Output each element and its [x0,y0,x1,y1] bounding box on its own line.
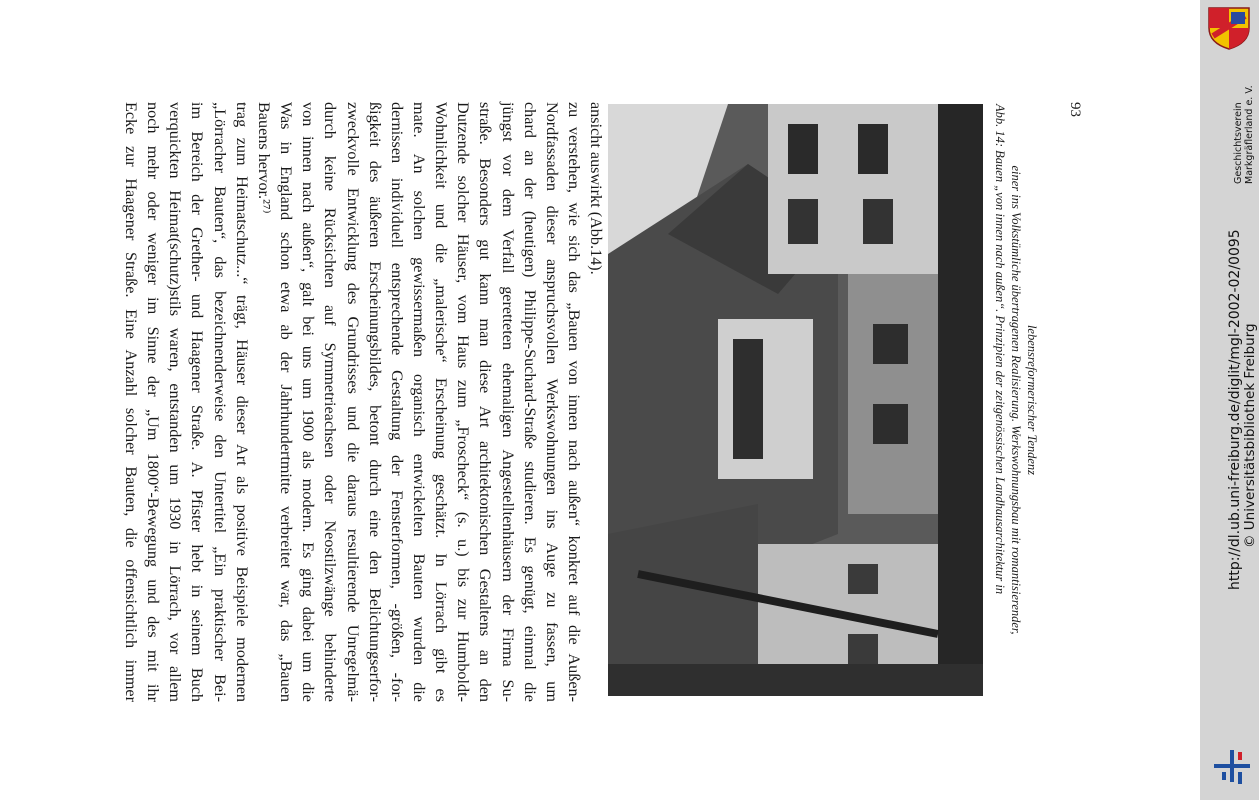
text-line: „Lörracher Bauten“, das bezeichnenderweise den Untertitel „Ein praktischer Bei- [210,102,229,702]
university-library-logo-icon [1212,746,1252,786]
coat-of-arms-icon [1207,6,1251,50]
document-url[interactable]: http://dl.ub.uni-freiburg.de/diglit/mgl-2002-02/0095 [1227,229,1243,590]
text-line: trag zum Heimatschutz...“ trägt, Häuser dieser Art als positive Beispiele modernen [232,102,251,702]
text-line: Was in England schon etwa ab der Jahrhundertmitte verbreitet war, das „Bauen [277,102,296,702]
text-line: dernissen individuell entsprechende Gestaltung der Fensterformen, -größen, -for- [387,102,406,702]
society-name-line2: Markgräflerland e. V. [1244,85,1255,184]
text-line: chard an der (heutigen) Philippe-Suchard-Straße studieren. Es genügt, einmal die [520,102,539,702]
caption-line: Abb. 14: Bauen „von innen nach außen“. Prinzipien der zeitgenössischen Landhausarchitektur in [993,104,1007,595]
text-line: straße. Besonders gut kann man diese Art architektonischen Gestaltens an den [476,102,495,702]
text-line: durch keine Rücksichten auf Symmetrieachsen oder Neostilzwänge behinderte [321,102,340,702]
text-line: jüngst vor dem Verfall geretteten ehemaligen Angestelltenhäusern der Firma Su- [498,102,517,702]
caption-line: einer ins Volkstümliche übertragenen Realisierung. Werkswohnungsbau mit romantisierender, [1009,165,1023,635]
text-line: zu verstehen, wie sich das „Bauen von innen nach außen“ konkret auf die Außen- [565,102,583,702]
text-line: mate. An solchen gewissermaßen organisch entwickelten Bauten wurden die [409,102,428,702]
page-number: 93 [1067,102,1083,117]
text-line: noch mehr oder weniger im Sinne der „Um 1800“-Bewegung und des mit ihr [144,102,163,702]
building-photo [608,104,983,696]
text-line: Ecke zur Haagener Straße. Eine Anzahl solcher Bauten, die offensichtlich immer [122,102,140,702]
text-line: Bauens hervor.²⁷⁾ [254,102,273,214]
text-line: Nordfassaden dieser anspruchsvollen Werkswohnungen ins Auge zu fassen, um [542,102,561,702]
library-credit: © Universitätsbibliothek Freiburg [1242,323,1258,548]
text-line: verquickten Heimat(schutz)stils waren, entstanden um 1930 in Lörrach, vor allem [166,102,185,702]
society-name-line1: Geschichtsverein [1233,102,1244,184]
text-line: im Bereich der Grether- und Haagener Straße. A. Pfister hebt in seinem Buch [188,102,207,702]
caption-line: lebensreformerischer Tendenz [1025,324,1039,476]
text-line: Dutzende solcher Häuser, vom Haus zum „Froscheck“ (s. u.) bis zur Humboldt- [454,102,473,702]
text-line: von innen nach außen“, galt bei uns um 1900 als modern. Es ging dabei um die [299,102,318,702]
text-line: ansicht auswirkt (Abb.14). [587,102,606,275]
text-line: zweckvolle Entwicklung des Grundrisses und die daraus resultierende Unregelmä- [343,102,362,702]
text-line: Wohnlichkeit und die „malerische“ Erscheinung geschätzt. In Lörrach gibt es [432,102,451,702]
text-line: ßigkeit des äußeren Erscheinungsbildes, betont durch eine den Belichtungserfor- [365,102,384,702]
